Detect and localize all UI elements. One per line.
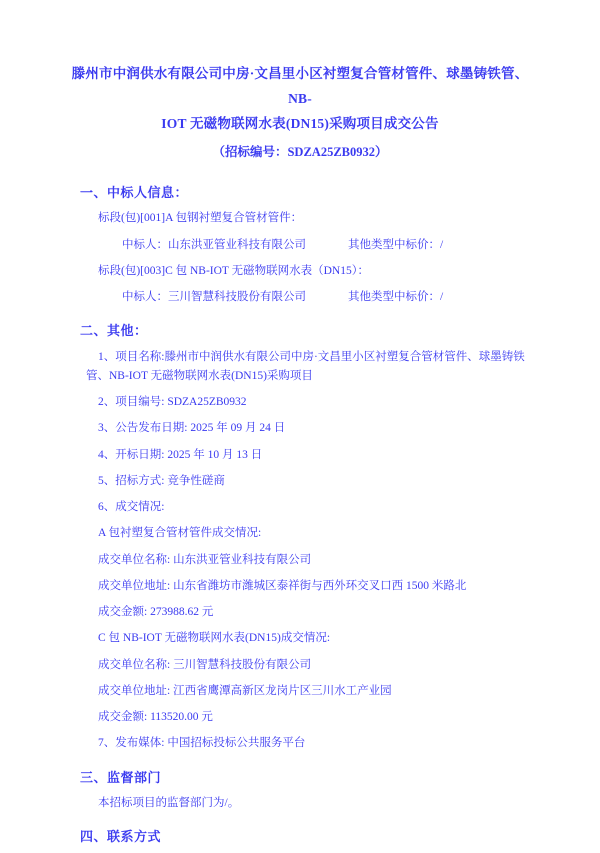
lot-c-award-heading: C 包 NB-IOT 无磁物联网水表(DN15)成交情况: [98, 632, 331, 645]
lot-c-winner-label: 中标人： [122, 291, 168, 304]
section-heading-contact: 四、联系方式 [80, 828, 162, 844]
document-subtitle: （招标编号：SDZA25ZB0932） [212, 144, 388, 159]
lot-c-winner-row [122, 289, 538, 306]
supervision-body: 本招标项目的监督部门为/。 [98, 796, 240, 809]
document-title-line1: 滕州市中润供水有限公司中房·文昌里小区衬塑复合管材管件、球墨铸铁管、NB- [71, 66, 529, 106]
project-name-line2: 管、NB-IOT 无磁物联网水表(DN15)采购项目 [86, 369, 313, 382]
lot-a-award-address: 成交单位地址: 山东省潍坊市潍城区泰祥街与西外环交叉口西 1500 米路北 [98, 579, 467, 592]
section-heading-other: 二、其他： [80, 323, 148, 339]
section-heading-bidder-info: 一、中标人信息： [80, 185, 189, 201]
lot-a-award-company: 成交单位名称: 山东洪亚管业科技有限公司 [98, 553, 312, 566]
lot-a-winner-label: 中标人： [122, 238, 168, 251]
document-title [62, 62, 538, 137]
lot-a-other-price: 其他类型中标价：/ [348, 238, 444, 251]
lot-c-award-amount: 成交金额: 113520.00 元 [98, 711, 213, 724]
project-name-line1: 1、项目名称:滕州市中润供水有限公司中房·文昌里小区衬塑复合管材管件、球墨铸铁 [98, 351, 525, 364]
lot-a-winner-row [122, 237, 538, 254]
lot-c-other-price: 其他类型中标价：/ [348, 291, 444, 304]
lot-a-award-heading: A 包衬塑复合管材管件成交情况: [98, 527, 262, 540]
lot-c-winner-value: 三川智慧科技股份有限公司 [168, 291, 306, 304]
lot-c-award-company: 成交单位名称: 三川智慧科技股份有限公司 [98, 658, 312, 671]
lot-a-winner-value: 山东洪亚管业科技有限公司 [168, 238, 306, 251]
award-result-item: 6、成交情况: [98, 501, 165, 514]
lot-a-label: 标段(包)[001]A 包钢衬塑复合管材管件： [98, 212, 303, 225]
project-number-item: 2、项目编号: SDZA25ZB0932 [98, 396, 247, 409]
lot-c-award-address: 成交单位地址: 江西省鹰潭高新区龙岗片区三川水工产业园 [98, 684, 392, 697]
bid-opening-date-item: 4、开标日期: 2025 年 10 月 13 日 [98, 448, 263, 461]
document-title-line2: IOT 无磁物联网水表(DN15)采购项目成交公告 [161, 115, 439, 131]
publishing-media-item: 7、发布媒体: 中国招标投标公共服务平台 [98, 737, 306, 750]
lot-a-award-amount: 成交金额: 273988.62 元 [98, 606, 214, 619]
section-heading-supervision: 三、监督部门 [80, 769, 162, 785]
lot-c-label: 标段(包)[003]C 包 NB-IOT 无磁物联网水表（DN15）： [98, 264, 369, 277]
bidding-method-item: 5、招标方式: 竞争性磋商 [98, 474, 225, 487]
project-name-item [86, 348, 538, 385]
publish-date-item: 3、公告发布日期: 2025 年 09 月 24 日 [98, 422, 286, 435]
